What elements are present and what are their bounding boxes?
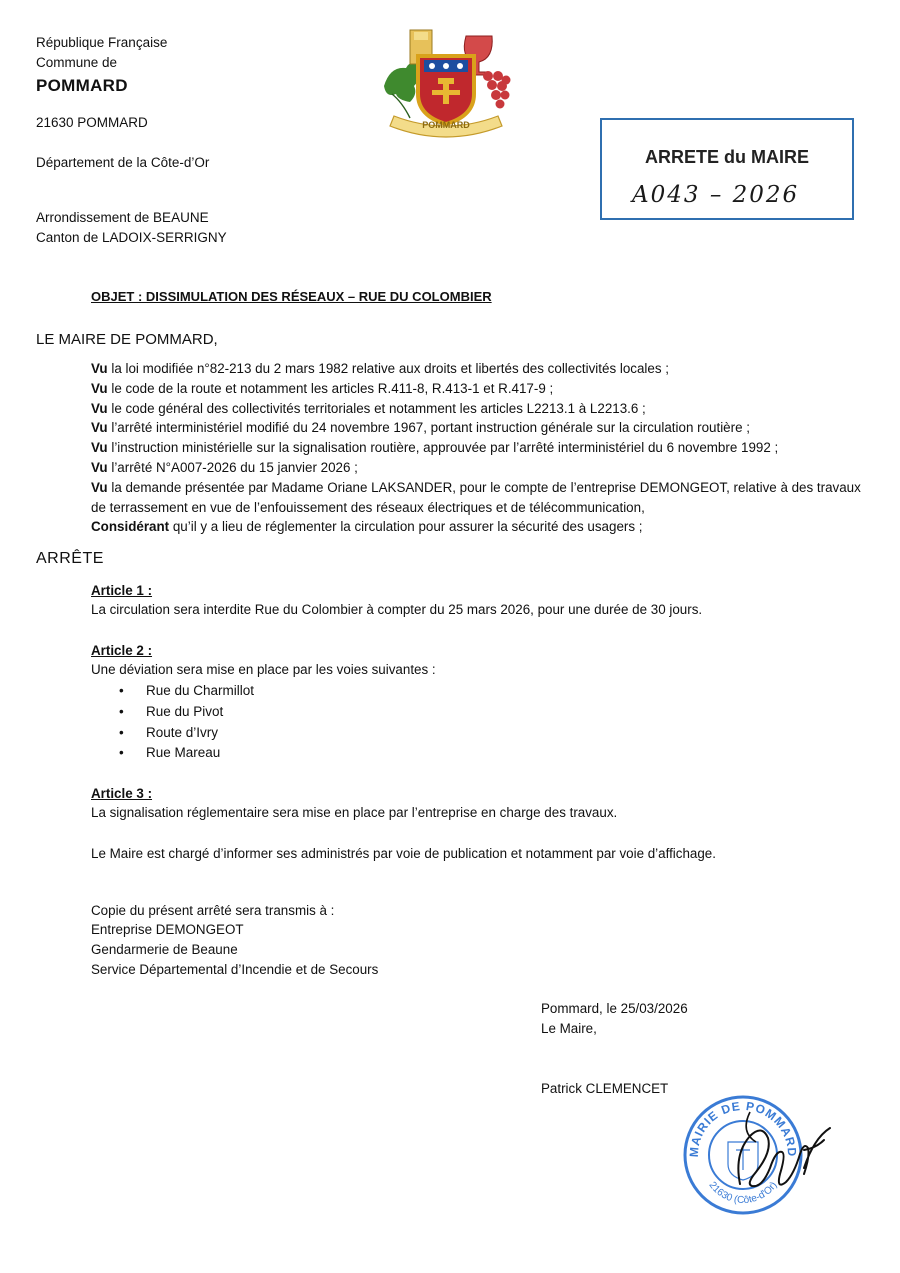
copy-recipient: Entreprise DEMONGEOT xyxy=(91,922,244,937)
reference-box xyxy=(600,118,854,220)
commune-name: POMMARD xyxy=(36,76,128,95)
deviation-list xyxy=(91,681,254,764)
arrete-heading: ARRÊTE xyxy=(36,550,104,567)
list-item: • Rue du Charmillot xyxy=(146,681,254,702)
postal-address: 21630 POMMARD xyxy=(36,115,148,130)
republic-label: République Française xyxy=(36,35,168,50)
reference-number: A043 – 2026 xyxy=(632,182,800,208)
logo-ribbon-text: POMMARD xyxy=(422,120,470,130)
article-1-title: Article 1 : xyxy=(91,583,153,598)
stamp-outer-text: MAIRIE DE POMMARD xyxy=(686,1098,800,1158)
article-2-text: Une déviation sera mise en place par les voies suivantes : xyxy=(91,662,436,677)
list-item: • Rue Mareau xyxy=(146,743,254,764)
vine-leaf-icon xyxy=(384,63,420,102)
visa-line: Vu la loi modifiée n°82-213 du 2 mars 1982 relative aux droits et libertés des collectivités locales ; xyxy=(91,361,669,376)
list-item: • Route d’Ivry xyxy=(146,723,254,744)
copy-recipient: Service Départemental d’Incendie et de Secours xyxy=(91,962,379,977)
article-3-title: Article 3 : xyxy=(91,786,153,801)
canton: Canton de LADOIX-SERRIGNY xyxy=(36,230,227,245)
visa-line: Vu l’arrêté N°A007-2026 du 15 janvier 2026 ; xyxy=(91,459,358,475)
maire-heading: LE MAIRE DE POMMARD, xyxy=(36,331,218,348)
visa-line: Vu la demande présentée par Madame Oriane LAKSANDER, pour le compte de l’entreprise DEMONGEOT, relative à des travaux de terrassement en vue de l’enfouissement des réseaux électriques et de télécommunication, xyxy=(91,479,861,515)
copies-intro: Copie du présent arrêté sera transmis à : xyxy=(91,903,335,918)
document-object: OBJET : DISSIMULATION DES RÉSEAUX – RUE DU COLOMBIER xyxy=(91,289,492,304)
visa-line: Vu l’arrêté interministériel modifié du 24 novembre 1967, portant instruction générale sur la circulation routière ; xyxy=(91,420,750,436)
commune-label: Commune de xyxy=(36,55,118,70)
article-2-title: Article 2 : xyxy=(91,643,153,658)
signature-name: Patrick CLEMENCET xyxy=(541,1081,669,1096)
article-1-text: La circulation sera interdite Rue du Colombier à compter du 25 mars 2026, pour une durée de 30 jours. xyxy=(91,602,703,617)
visa-line: Vu le code général des collectivités territoriales et notamment les articles L2213.1 à L2213.6 ; xyxy=(91,400,646,416)
visas-list xyxy=(91,359,861,537)
copy-recipient: Gendarmerie de Beaune xyxy=(91,942,238,957)
arrondissement: Arrondissement de BEAUNE xyxy=(36,210,209,225)
reference-title: ARRETE du MAIRE xyxy=(645,147,809,167)
pommard-logo xyxy=(376,24,516,139)
list-item: • Rue du Pivot xyxy=(146,702,254,723)
stamp-bottom-text: 21630 (Côte-d'Or) xyxy=(706,1179,780,1207)
publication-text: Le Maire est chargé d’informer ses administrés par voie de publication et notamment par voie d’affichage. xyxy=(91,846,716,861)
visa-line: Vu le code de la route et notamment les articles R.411-8, R.413-1 et R.417-9 ; xyxy=(91,380,554,396)
grapes-icon xyxy=(483,71,511,109)
visa-line: Considérant qu’il y a lieu de réglementer la circulation pour assurer la sécurité des usagers ; xyxy=(91,519,643,535)
mayor-signature xyxy=(712,1098,840,1202)
departement: Département de la Côte-d’Or xyxy=(36,155,210,170)
visa-line: Vu l’instruction ministérielle sur la signalisation routière, approuvée par l’arrêté interministériel du 6 novembre 1992 ; xyxy=(91,440,779,456)
signature-place-date: Pommard, le 25/03/2026 xyxy=(541,1001,688,1016)
signature-role: Le Maire, xyxy=(541,1021,597,1036)
article-3-text: La signalisation réglementaire sera mise en place par l’entreprise en charge des travaux. xyxy=(91,805,618,820)
